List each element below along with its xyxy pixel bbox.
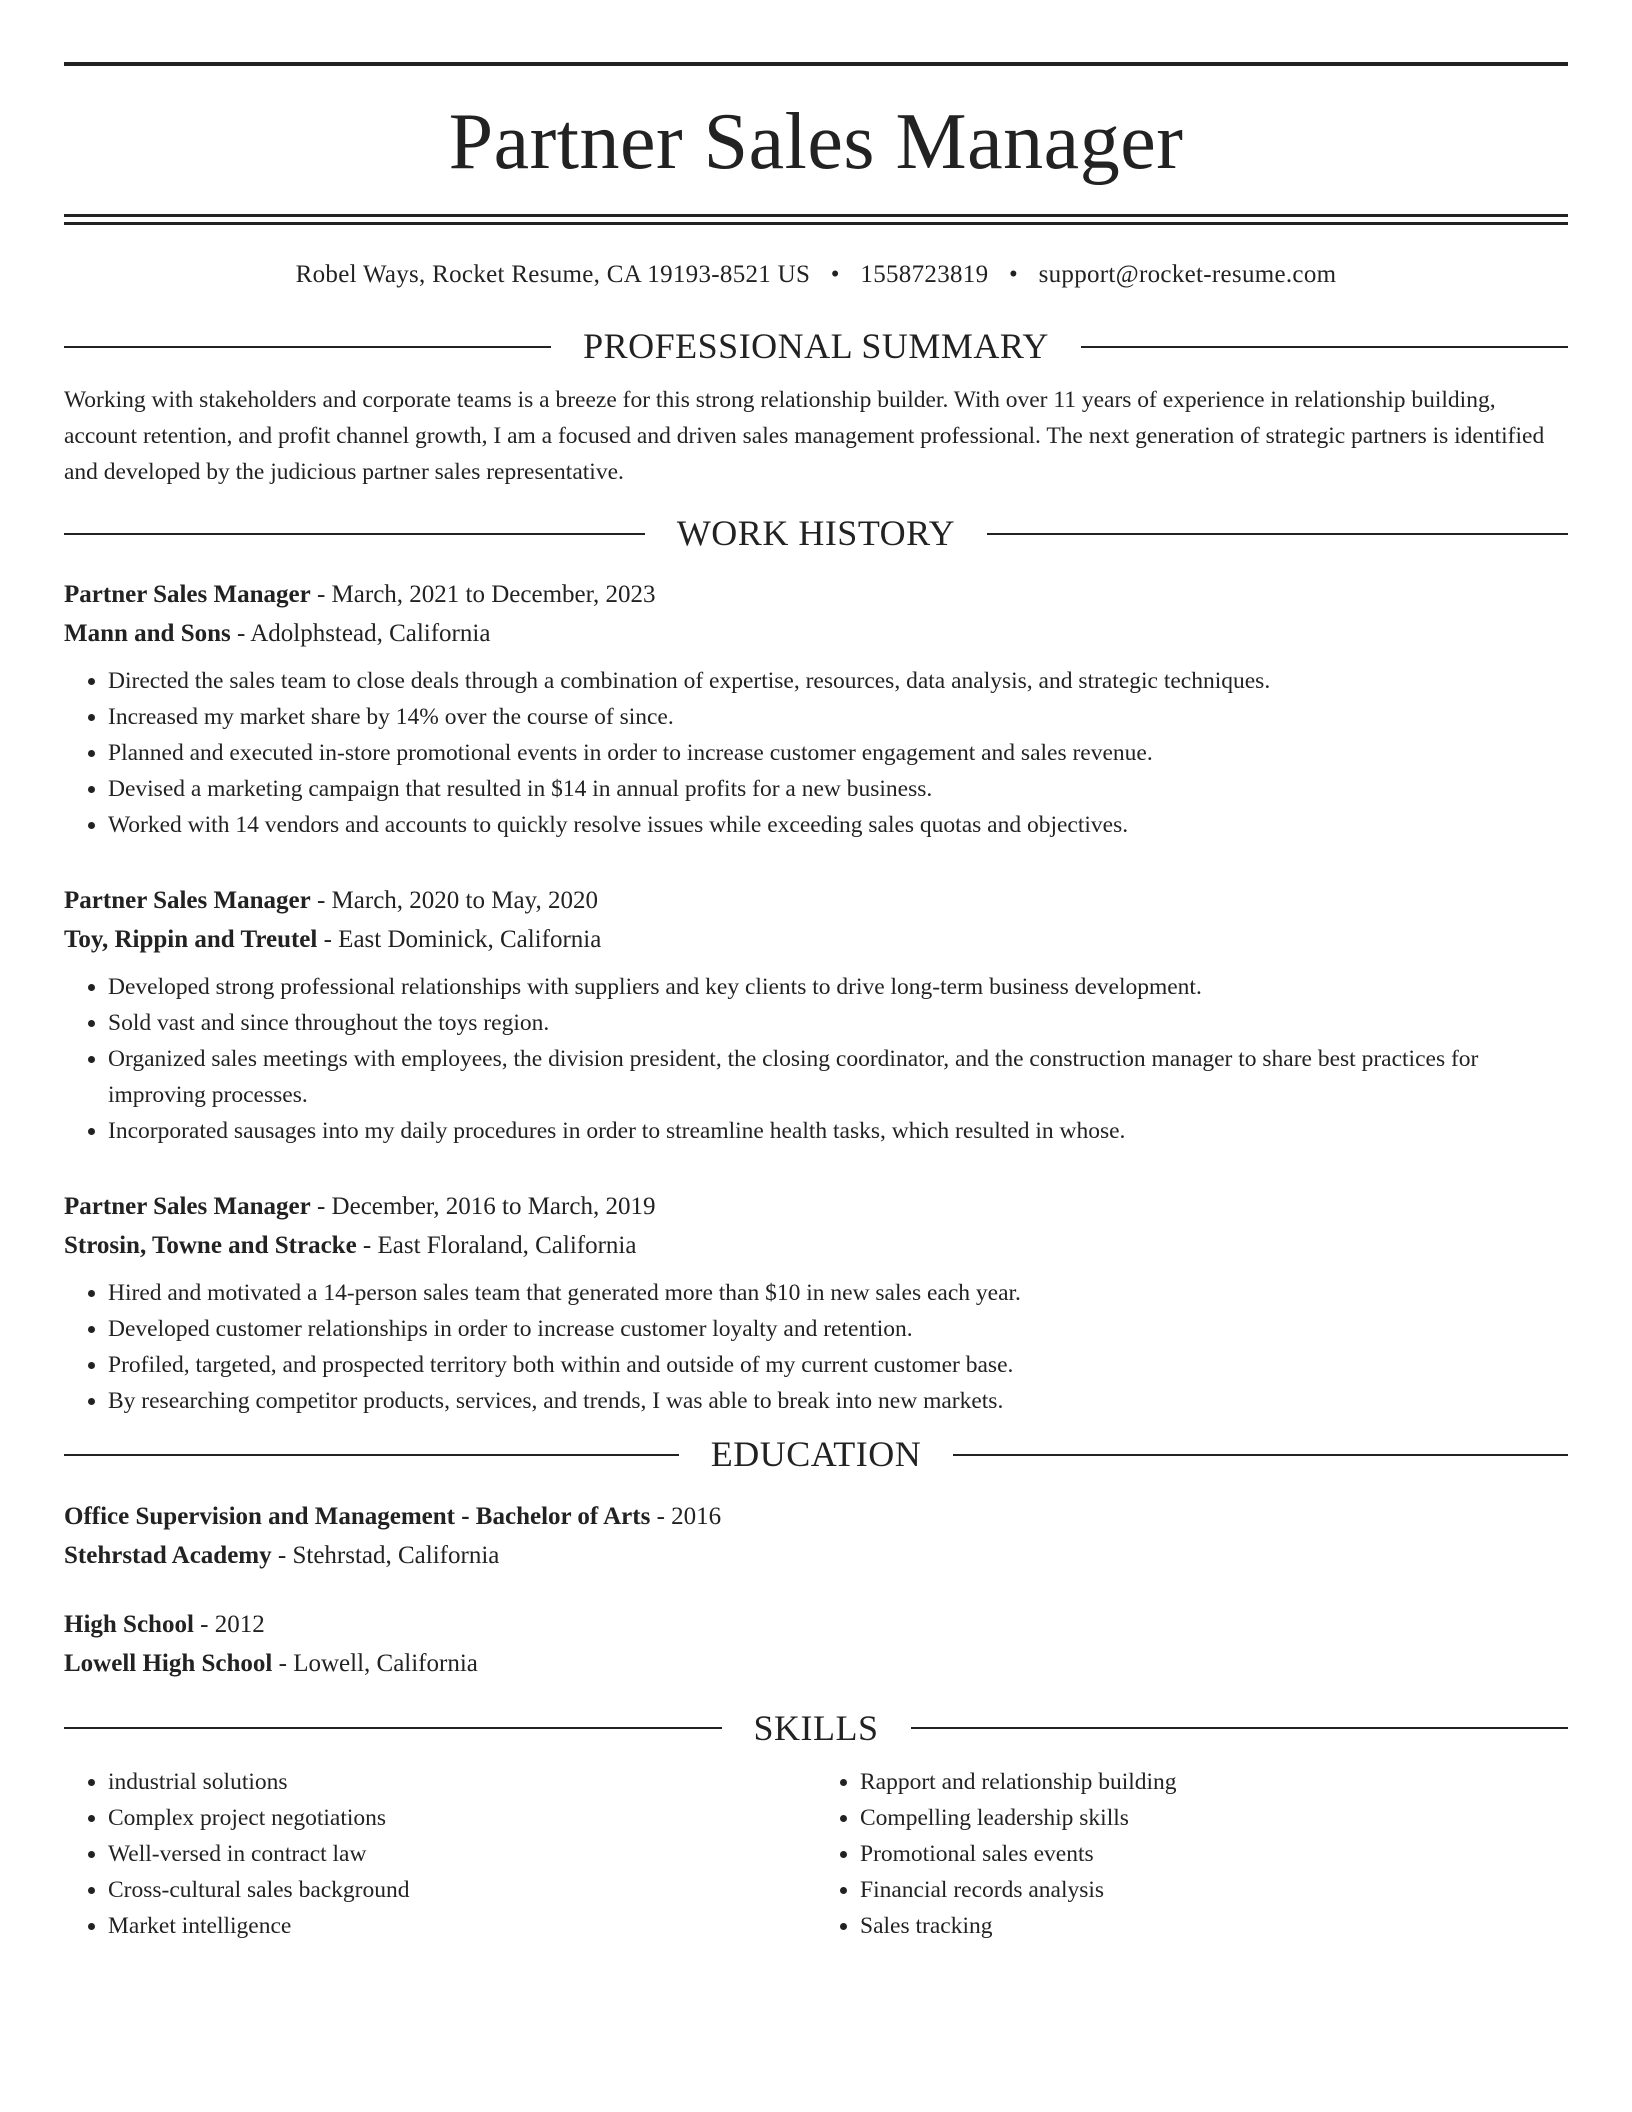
job-company: Strosin, Towne and Stracke xyxy=(64,1232,357,1260)
section-rule xyxy=(64,1727,722,1729)
job-location: - East Floraland, California xyxy=(356,1232,637,1260)
job-title: Partner Sales Manager xyxy=(64,581,311,609)
job-bullet: • Incorporated sausages into my daily procedures in order to streamline health tasks, which resulted in whose. xyxy=(108,1113,1568,1149)
skill-item: • Financial records analysis xyxy=(860,1872,1568,1908)
education-school: Stehrstad Academy xyxy=(64,1541,272,1569)
section-rule xyxy=(911,1727,1569,1729)
skill-item: • Promotional sales events xyxy=(860,1836,1568,1872)
job-dates: - March, 2020 to May, 2020 xyxy=(310,887,598,915)
job-bullet: • Profiled, targeted, and prospected territory both within and outside of my current customer base. xyxy=(108,1347,1568,1383)
education-school-line xyxy=(64,1644,1568,1683)
summary-text: Working with stakeholders and corporate teams is a breeze for this strong relationship builder. With over 11 years of experience in relationship building, account retention, and profit channel growth, I am a focused and driven sales management professional. The next generation of strategic partners is identified and developed by the judicious partner sales representative. xyxy=(64,387,1545,486)
section-rule xyxy=(64,1454,679,1456)
section-rule xyxy=(1081,346,1568,348)
education-location: - Stehrstad, California xyxy=(271,1541,500,1569)
job-entry xyxy=(64,575,1568,843)
section-header-education xyxy=(64,1433,1568,1476)
education-location: - Lowell, California xyxy=(272,1649,478,1677)
job-location: - East Dominick, California xyxy=(317,926,602,954)
job-entry xyxy=(64,881,1568,1149)
skill-item: • Compelling leadership skills xyxy=(860,1800,1568,1836)
job-bullets xyxy=(64,1275,1568,1419)
job-bullet: • Developed strong professional relationships with suppliers and key clients to drive long-term business development. xyxy=(108,969,1568,1005)
job-bullet: • By researching competitor products, services, and trends, I was able to break into new markets. xyxy=(108,1383,1568,1419)
contact-phone: 1558723819 xyxy=(860,261,989,288)
job-dates: - March, 2021 to December, 2023 xyxy=(310,581,656,609)
section-rule xyxy=(64,533,645,535)
job-company: Mann and Sons xyxy=(64,620,231,648)
skill-item: • industrial solutions xyxy=(108,1764,816,1800)
education-degree: Office Supervision and Management - Bachelor of Arts xyxy=(64,1502,651,1530)
skill-item: • Complex project negotiations xyxy=(108,1800,816,1836)
job-title: Partner Sales Manager xyxy=(64,1193,311,1221)
resume-title: Partner Sales Manager xyxy=(448,98,1184,186)
contact-address: Robel Ways, Rocket Resume, CA 19193-8521 US xyxy=(295,261,811,288)
job-title-line xyxy=(64,881,1568,920)
skill-item: • Sales tracking xyxy=(860,1908,1568,1944)
education-entry xyxy=(64,1497,1568,1575)
job-company-line xyxy=(64,920,1568,959)
section-header-skills xyxy=(64,1707,1568,1750)
job-bullets xyxy=(64,663,1568,843)
education-degree: High School xyxy=(64,1610,194,1638)
skill-item: • Rapport and relationship building xyxy=(860,1764,1568,1800)
education-year: - 2012 xyxy=(193,1610,265,1638)
section-title-skills: SKILLS xyxy=(753,1707,879,1748)
job-bullet: • Worked with 14 vendors and accounts to quickly resolve issues while exceeding sales quotas and objectives. xyxy=(108,807,1568,843)
contact-email[interactable]: support@rocket-resume.com xyxy=(1038,261,1337,288)
education-school: Lowell High School xyxy=(64,1649,273,1677)
education-degree-line xyxy=(64,1605,1568,1644)
education-entry xyxy=(64,1605,1568,1683)
section-title-education: EDUCATION xyxy=(710,1434,922,1475)
job-title-line xyxy=(64,575,1568,614)
contact-separator: • xyxy=(830,261,840,288)
section-rule xyxy=(987,533,1568,535)
job-bullet: • Sold vast and since throughout the toys region. xyxy=(108,1005,1568,1041)
education-year: - 2016 xyxy=(650,1502,722,1530)
job-bullet: • Devised a marketing campaign that resulted in $14 in annual profits for a new business. xyxy=(108,771,1568,807)
contact-separator: • xyxy=(1008,261,1019,288)
skills-column-left xyxy=(64,1764,816,1944)
job-company: Toy, Rippin and Treutel xyxy=(64,926,318,954)
skills-list xyxy=(64,1764,1568,1944)
education-school-line xyxy=(64,1536,1568,1575)
job-dates: - December, 2016 to March, 2019 xyxy=(310,1193,656,1221)
job-bullet: • Organized sales meetings with employees, the division president, the closing coordinator, and the construction manager to share best practices for improving processes. xyxy=(108,1041,1568,1113)
job-bullet: • Directed the sales team to close deals through a combination of expertise, resources, data analysis, and strategic techniques. xyxy=(108,663,1568,699)
job-location: - Adolphstead, California xyxy=(230,620,491,648)
skills-column-right xyxy=(816,1764,1568,1944)
job-title-line xyxy=(64,1187,1568,1226)
job-bullet: • Planned and executed in-store promotional events in order to increase customer engagement and sales revenue. xyxy=(108,735,1568,771)
section-rule xyxy=(953,1454,1568,1456)
job-company-line xyxy=(64,614,1568,653)
job-title: Partner Sales Manager xyxy=(64,887,311,915)
job-bullet: • Hired and motivated a 14-person sales team that generated more than $10 in new sales each year. xyxy=(108,1275,1568,1311)
title-double-rule xyxy=(64,214,1568,225)
contact-line xyxy=(64,261,1568,289)
job-entry xyxy=(64,1187,1568,1419)
job-bullet: • Developed customer relationships in order to increase customer loyalty and retention. xyxy=(108,1311,1568,1347)
education-degree-line xyxy=(64,1497,1568,1536)
section-header-summary xyxy=(64,325,1568,368)
job-company-line xyxy=(64,1226,1568,1265)
section-title-work: WORK HISTORY xyxy=(676,513,956,554)
section-title-summary: PROFESSIONAL SUMMARY xyxy=(583,326,1049,366)
section-header-work xyxy=(64,512,1568,555)
job-bullets xyxy=(64,969,1568,1149)
skill-item: • Well-versed in contract law xyxy=(108,1836,816,1872)
skill-item: • Market intelligence xyxy=(108,1908,816,1944)
job-bullet: • Increased my market share by 14% over the course of since. xyxy=(108,699,1568,735)
section-rule xyxy=(64,346,551,348)
skill-item: • Cross-cultural sales background xyxy=(108,1872,816,1908)
